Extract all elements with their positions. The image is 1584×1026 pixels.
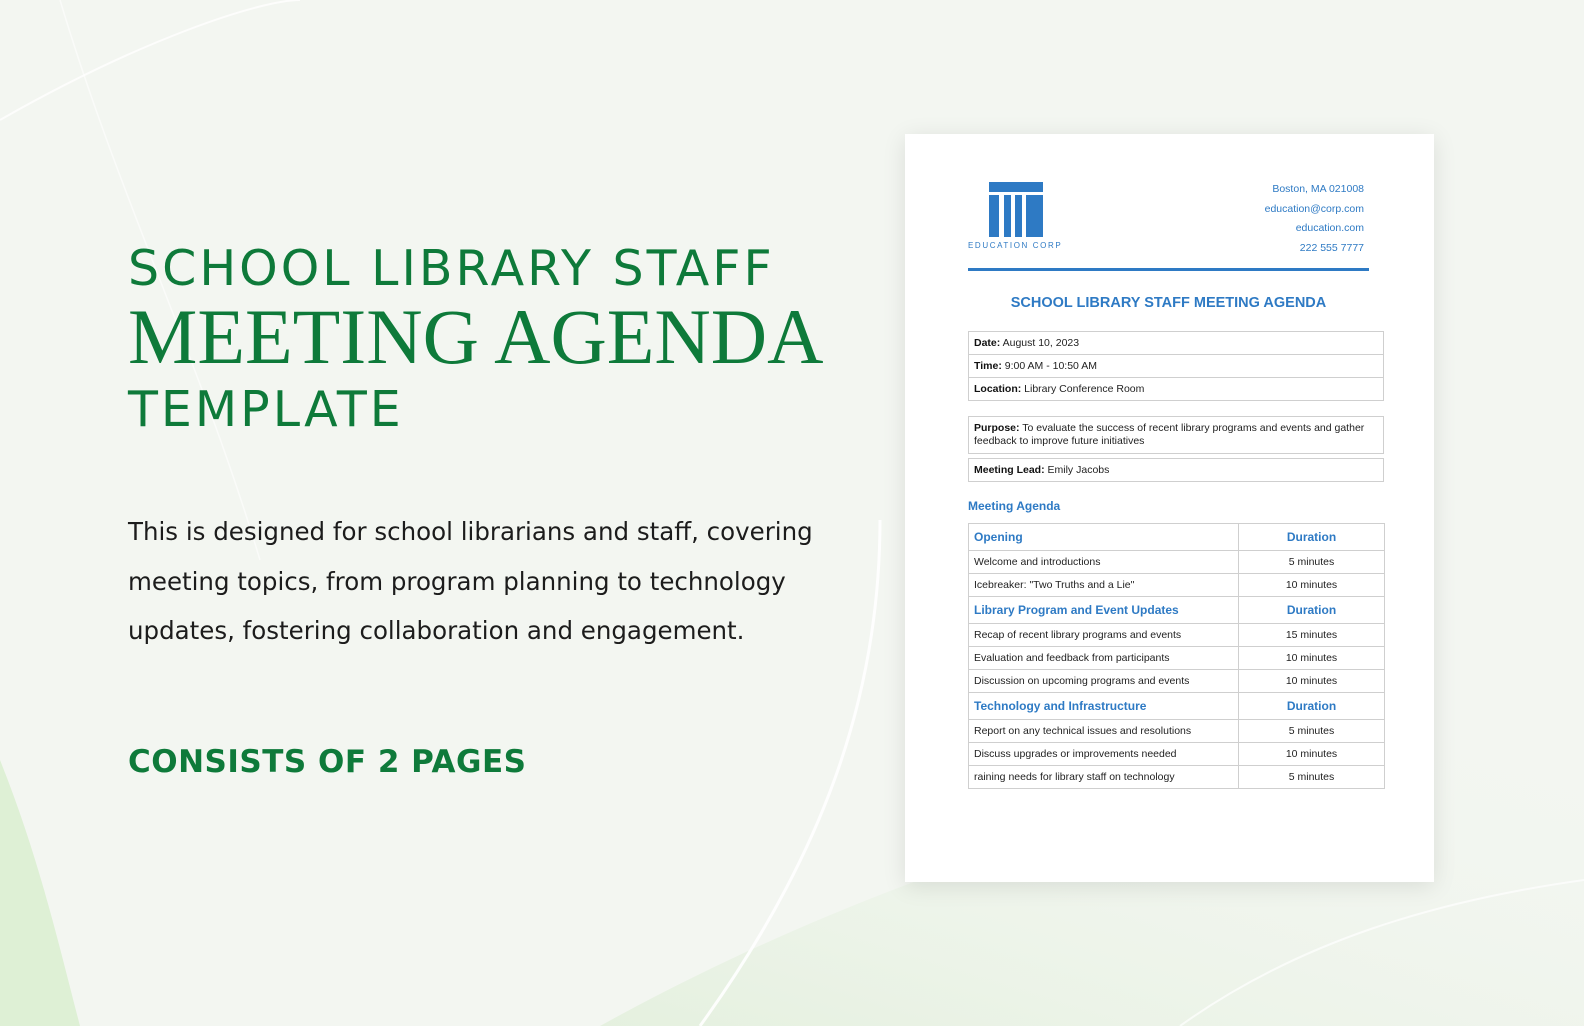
table-row [969, 720, 1385, 743]
agenda-topic: Recap of recent library programs and events [969, 624, 1239, 647]
duration-header: Duration [1239, 524, 1385, 551]
agenda-topic: Discussion on upcoming programs and events [969, 670, 1239, 693]
detail-label: Date: [974, 337, 1001, 349]
duration-header: Duration [1239, 597, 1385, 624]
purpose-value: To evaluate the success of recent library programs and events and gather feedback to improve future initiatives [974, 422, 1365, 447]
document-preview [905, 134, 1434, 882]
agenda-topic: Discuss upgrades or improvements needed [969, 743, 1239, 766]
detail-time [969, 355, 1383, 378]
title-line-2: MEETING AGENDA [128, 293, 824, 380]
description: This is designed for school librarians and staff, covering meeting topics, from program planning to technology updates, fostering collaboration and engagement. [128, 517, 813, 645]
agenda-duration: 10 minutes [1239, 574, 1385, 597]
table-row [969, 624, 1385, 647]
purpose-box [968, 416, 1384, 454]
pages-note: CONSISTS OF 2 PAGES [128, 744, 527, 780]
detail-location [969, 378, 1383, 401]
agenda-topic: Icebreaker: "Two Truths and a Lie" [969, 574, 1239, 597]
detail-label: Time: [974, 360, 1002, 372]
contact-website: education.com [1295, 222, 1364, 234]
purpose-label: Purpose: [974, 422, 1020, 434]
detail-date [969, 332, 1383, 355]
section-header-opening [969, 524, 1385, 551]
lead-box [968, 458, 1384, 482]
table-row [969, 574, 1385, 597]
duration-header: Duration [1239, 693, 1385, 720]
title-line-1: SCHOOL LIBRARY STAFF [128, 240, 775, 297]
agenda-heading: Meeting Agenda [968, 499, 1061, 513]
agenda-duration: 5 minutes [1239, 720, 1385, 743]
section-title: Technology and Infrastructure [969, 693, 1239, 720]
document-title: SCHOOL LIBRARY STAFF MEETING AGENDA [1010, 295, 1327, 311]
agenda-topic: Welcome and introductions [969, 551, 1239, 574]
detail-value: August 10, 2023 [1002, 337, 1080, 349]
table-row [969, 766, 1385, 789]
detail-value: 9:00 AM - 10:50 AM [1004, 360, 1097, 372]
agenda-topic: Evaluation and feedback from participants [969, 647, 1239, 670]
meeting-details [968, 331, 1384, 401]
agenda-duration: 10 minutes [1239, 743, 1385, 766]
purpose-row [969, 417, 1383, 454]
columns-building-icon [989, 182, 1043, 237]
table-row [969, 670, 1385, 693]
logo [968, 182, 1068, 254]
lead-row [969, 459, 1383, 482]
agenda-duration: 10 minutes [1239, 670, 1385, 693]
logo-text: EDUCATION CORP [968, 241, 1063, 250]
agenda-table [968, 523, 1385, 789]
contact-block [1265, 180, 1364, 258]
agenda-duration: 5 minutes [1239, 766, 1385, 789]
section-title: Library Program and Event Updates [969, 597, 1239, 624]
contact-address: Boston, MA 021008 [1272, 183, 1364, 195]
hero-title [128, 240, 858, 440]
header-divider [968, 268, 1369, 271]
agenda-topic: Report on any technical issues and resolutions [969, 720, 1239, 743]
section-header-library-programs [969, 597, 1385, 624]
contact-email: education@corp.com [1264, 202, 1364, 215]
section-title: Opening [969, 524, 1239, 551]
agenda-duration: 10 minutes [1239, 647, 1385, 670]
agenda-duration: 15 minutes [1239, 624, 1385, 647]
title-line-3: TEMPLATE [128, 381, 404, 438]
agenda-topic: raining needs for library staff on technology [969, 766, 1239, 789]
section-header-technology [969, 693, 1385, 720]
lead-label: Meeting Lead: [974, 464, 1045, 476]
lead-value: Emily Jacobs [1047, 464, 1110, 476]
table-row [969, 743, 1385, 766]
contact-phone: 222 555 7777 [1299, 241, 1364, 254]
detail-label: Location: [974, 383, 1022, 395]
table-row [969, 551, 1385, 574]
table-row [969, 647, 1385, 670]
agenda-duration: 5 minutes [1239, 551, 1385, 574]
detail-value: Library Conference Room [1024, 383, 1145, 395]
